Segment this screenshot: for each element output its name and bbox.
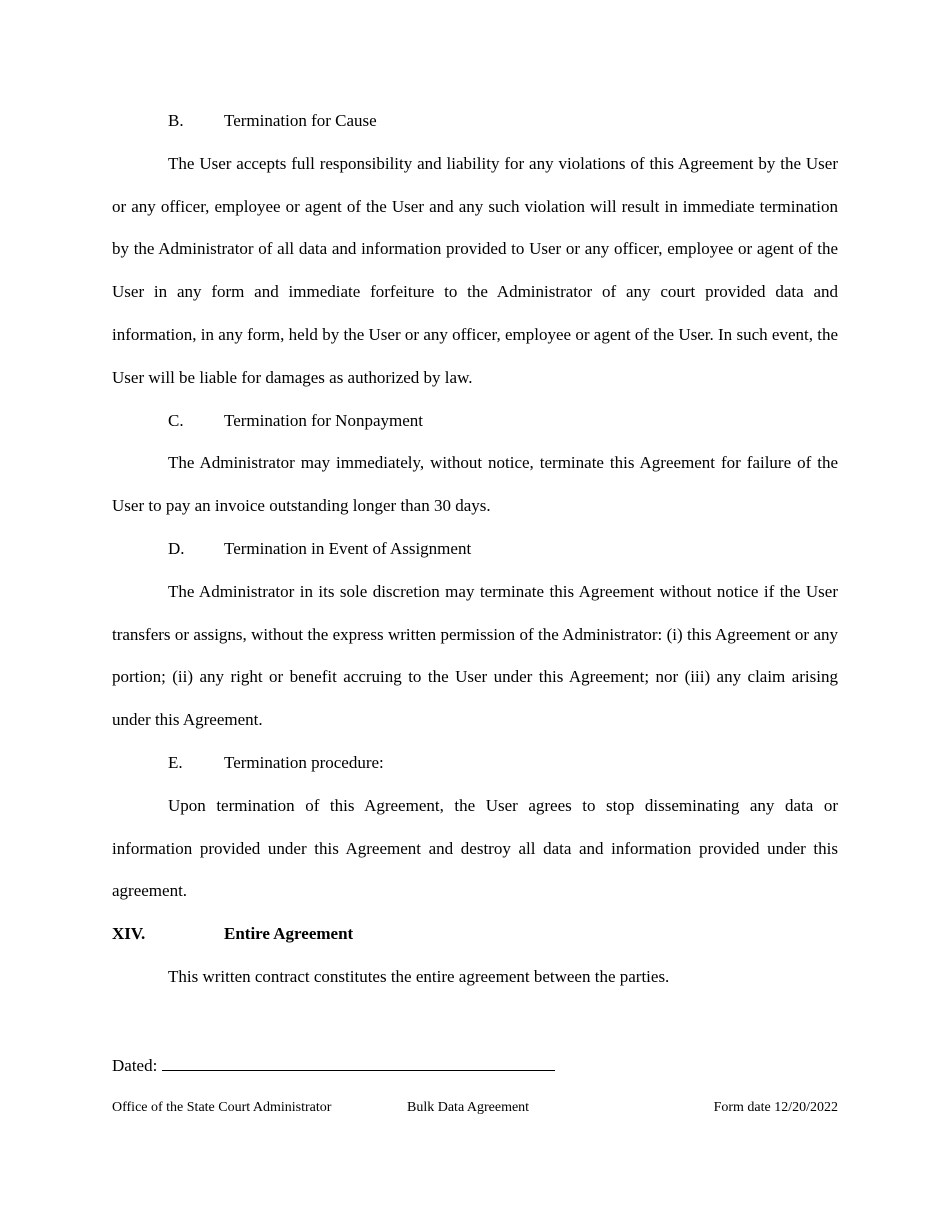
paragraph-termination-for-cause: The User accepts full responsibility and liability for any violations of this Agreement by the User or any officer, employee or agent of the User and any such violation will result in immediate termination by the Administrator of all data and information provided to User or any officer, employee or agent of the User in any form and immediate forfeiture to the Administrator of any court provided data and information, in any form, held by the User or any officer, employee or agent of the User. In such event, the User will be liable for damages as authorized by law. xyxy=(112,153,838,387)
subsection-letter: D. xyxy=(168,538,185,558)
section-heading-xiv xyxy=(112,913,838,956)
document-body xyxy=(112,100,838,999)
subsection-title: Termination for Nonpayment xyxy=(224,410,423,430)
subsection-heading-c xyxy=(112,400,838,443)
dated-blank-field[interactable] xyxy=(162,1050,555,1071)
subsection-title: Termination in Event of Assignment xyxy=(224,538,472,558)
paragraph-entire-agreement: This written contract constitutes the entire agreement between the parties. xyxy=(168,966,670,986)
footer-document-title: Bulk Data Agreement xyxy=(407,1100,530,1115)
subsection-heading-e xyxy=(112,742,838,785)
paragraph-termination-assignment: The Administrator in its sole discretion may terminate this Agreement without notice if the User transfers or assigns, without the express written permission of the Administrator: (i) this Agreement or any portion; (ii) any right or benefit accruing to the User under this Agreement; nor (iii) any claim arising under this Agreement. xyxy=(112,581,838,730)
subsection-letter: E. xyxy=(168,752,183,772)
dated-label: Dated: xyxy=(112,1056,158,1075)
section-title: Entire Agreement xyxy=(224,924,354,944)
subsection-heading-d xyxy=(112,528,838,571)
paragraph-termination-procedure: Upon termination of this Agreement, the User agrees to stop disseminating any data or information provided under this Agreement and destroy all data and information provided under this agreement. xyxy=(112,795,838,901)
subsection-title: Termination procedure: xyxy=(224,752,384,772)
subsection-heading-b xyxy=(112,100,838,143)
section-number: XIV. xyxy=(112,924,146,944)
subsection-letter: B. xyxy=(168,111,184,130)
subsection-title: Termination for Cause xyxy=(224,111,377,130)
paragraph-termination-for-nonpayment: The Administrator may immediately, without notice, terminate this Agreement for failure of the User to pay an invoice outstanding longer than 30 days. xyxy=(112,453,838,516)
footer-office: Office of the State Court Administrator xyxy=(112,1100,332,1115)
subsection-letter: C. xyxy=(168,410,184,430)
dated-signature-line xyxy=(112,1050,555,1081)
footer-form-date: Form date 12/20/2022 xyxy=(713,1100,838,1115)
